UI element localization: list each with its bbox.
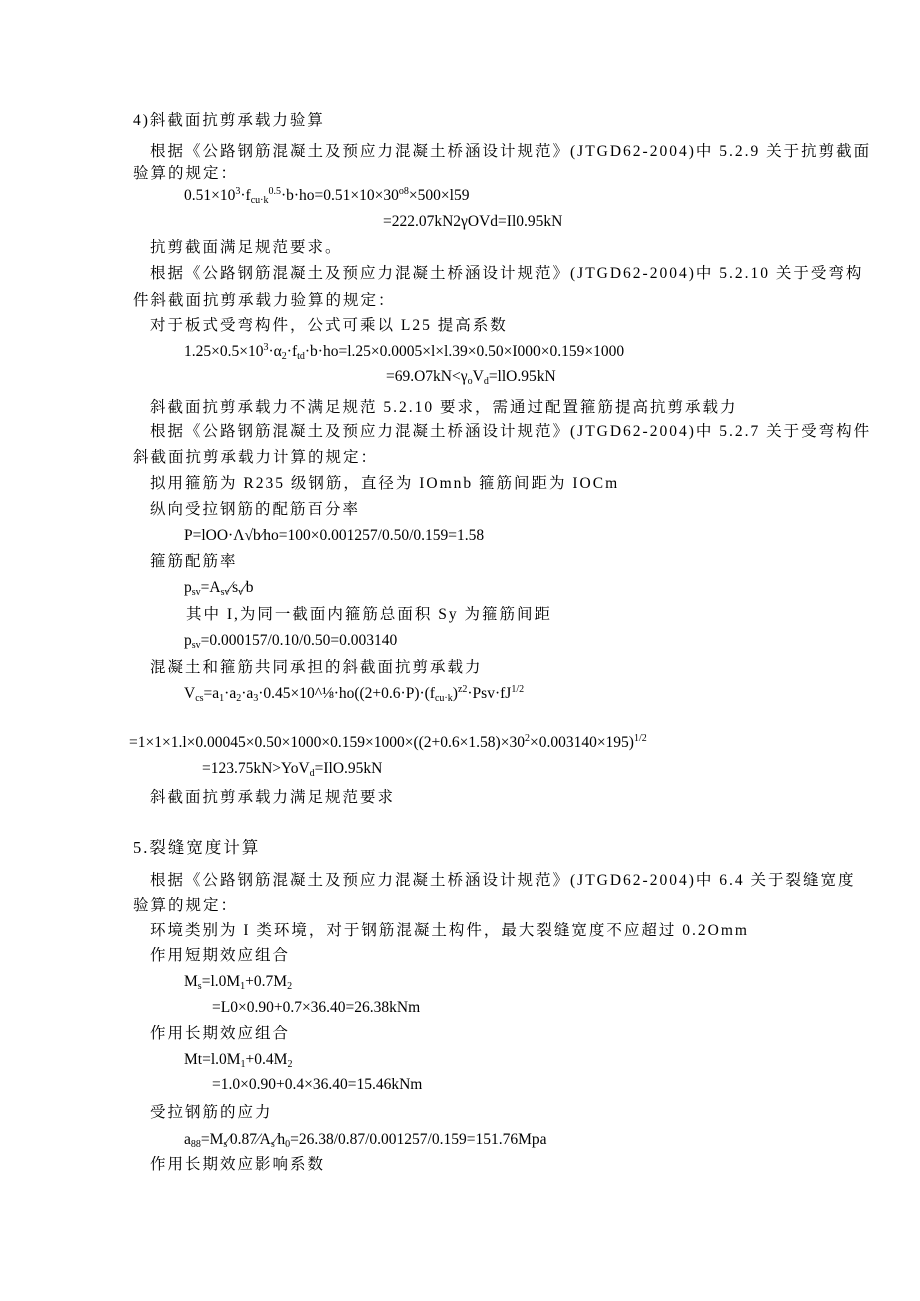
paragraph: 纵向受拉钢筋的配筋百分率 (150, 501, 361, 518)
paragraph: 根据《公路钢筋混凝土及预应力混凝土桥涵设计规范》(JTGD62-2004)中 5.2.7 关于受弯构件 (150, 423, 872, 440)
paragraph: 根据《公路钢筋混凝土及预应力混凝土桥涵设计规范》(JTGD62-2004)中 5.2.10 关于受弯构 (150, 265, 864, 282)
equation-shear-capacity: $1.25\times 0.5\times 10^3\cdot\alpha_2\cdot f_{td}\cdot b\cdot ho=l.25\times 0.0005\times l\times l.39\times 0.50\times I000\times 0.159\times 1000$ (184, 342, 625, 362)
equation-mt: $Mt=l.0M_1+0.4M_2$ (184, 1051, 293, 1070)
equation-result: =222.07kN2γOVd=Il0.95kN (383, 213, 563, 230)
equation-reinforcement-ratio: P=lOO·Λ√b⁄ho=100×0.001257/0.50/0.159=1.58 (184, 527, 485, 544)
paragraph: 对于板式受弯构件，公式可乘以 L25 提高系数 (150, 317, 508, 334)
paragraph: 件斜截面抗剪承载力验算的规定： (133, 292, 396, 309)
paragraph: 验算的规定： (133, 897, 239, 914)
paragraph: 验算的规定： (133, 165, 239, 182)
paragraph: 拟用箍筋为 R235 级钢筋，直径为 IOmnb 箍筋间距为 IOCm (150, 475, 620, 492)
paragraph: 斜截面抗剪承载力不满足规范 5.2.10 要求，需通过配置箍筋提高抗剪承载力 (150, 399, 738, 416)
equation-steel-stress: $a_{88}=M_s⁄0.87⁄A_s⁄h_0=26.38/0.87/0.001257/0.159=151.76Mpa$ (184, 1131, 547, 1150)
paragraph: 箍筋配筋率 (150, 553, 238, 570)
paragraph: 受拉钢筋的应力 (150, 1104, 273, 1121)
equation-result: =123.75kN>YoV$_d$=IlO.95kN (202, 760, 383, 779)
paragraph: 根据《公路钢筋混凝土及预应力混凝土桥涵设计规范》(JTGD62-2004)中 5.2.9 关于抗剪截面 (150, 143, 872, 160)
equation-stirrup-ratio-value: $p_{sv}=0.000157/0.10/0.50=0.003140$ (184, 632, 398, 651)
section-4-heading: 4)斜截面抗剪承载力验算 (133, 112, 325, 129)
equation-stirrup-ratio: $p_{sv}=A_{sv}⁄s_v⁄b$ (184, 579, 254, 598)
paragraph: 其中 I,为同一截面内箍筋总面积 Sy 为箍筋间距 (186, 606, 553, 623)
equation-ms: $M_s=l.0M_1+0.7M_2$ (184, 973, 293, 992)
equation-result: =1.0×0.90+0.4×36.40=15.46kNm (212, 1076, 423, 1093)
paragraph: 斜截面抗剪承载力计算的规定： (133, 449, 379, 466)
section-5-heading: 5.裂缝宽度计算 (133, 838, 261, 857)
paragraph: 作用长期效应组合 (150, 1025, 291, 1042)
equation-result: $=69.O7kN<\gamma_oV_d=llO.95kN$ (386, 368, 556, 387)
paragraph: 根据《公路钢筋混凝土及预应力混凝土桥涵设计规范》(JTGD62-2004)中 6.4 关于裂缝宽度 (150, 872, 856, 889)
paragraph: 抗剪截面满足规范要求。 (150, 239, 343, 256)
equation-result: =L0×0.90+0.7×36.40=26.38kNm (212, 999, 421, 1016)
paragraph: 混凝土和箍筋共同承担的斜截面抗剪承载力 (150, 659, 483, 676)
paragraph: 环境类别为 I 类环境，对于钢筋混凝土构件，最大裂缝宽度不应超过 0.2Omm (150, 922, 749, 939)
paragraph: 作用短期效应组合 (150, 947, 291, 964)
equation-vcs-expanded: $=1\times 1\times 1.l\times 0.00045\times 0.50\times 1000\times 0.159\times 1000\times((2+0.6\times 1.58)\times 30^2\times 0.003140\times 195)^{1/2}$ (129, 733, 647, 751)
equation-shear-section: $0.51\times 10^3\cdot f_{cu\cdot k}^{0.5}\cdot b\cdot ho=0.51\times 10\times 30^{o8}\times 500\times l59$ (184, 186, 470, 206)
paragraph: 斜截面抗剪承载力满足规范要求 (150, 789, 396, 806)
paragraph: 作用长期效应影响系数 (150, 1156, 326, 1173)
equation-vcs: $V_{cs}=a_1\cdot a_2\cdot a_3\cdot 0.45\times 10\^{}\frac{1}{8}\cdot ho((2+0.6\cdot P)\cdot(f_{cu\cdot k})^{z2}\cdot Psv\cdot fJ^{1/2}$ (184, 684, 525, 704)
